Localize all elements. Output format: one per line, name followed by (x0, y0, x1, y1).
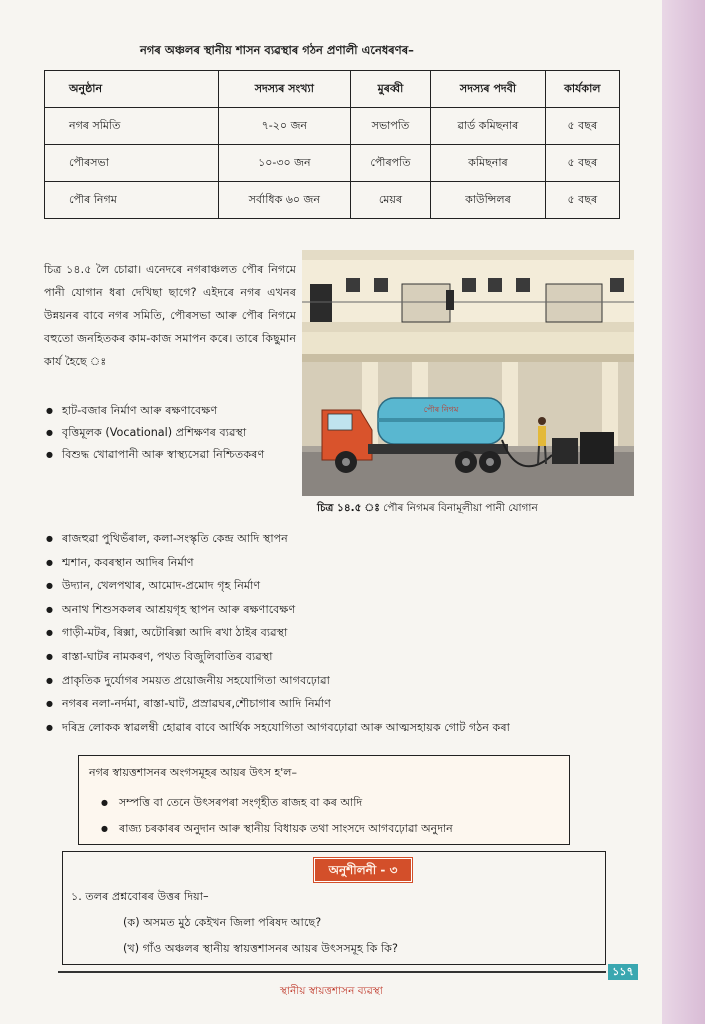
list-item: ● ৰাজ্য চৰকাৰৰ অনুদান আৰু স্থানীয় বিধায়ক তথা সাংসদে আগবঢ়োৱা অনুদান (101, 816, 453, 842)
table-cell: কমিছনাৰ (431, 145, 545, 182)
footer-title: স্থানীয় স্বায়ত্তশাসন ব্যৱস্থা (280, 985, 383, 997)
table-cell: পৌৰসভা (45, 145, 219, 182)
table-header-cell: সদস্যৰ সংখ্যা (219, 71, 351, 108)
intro-paragraph: চিত্ৰ ১৪.৫ লৈ চোৱা। এনেদৰে নগৰাঞ্চলত পৌৰ নিগমে পানী যোগান ধৰা দেখিছা ছাগে? এইদৰে নগৰ এখনৰ উন্নয়নৰ বাবে নগৰ সমিতি, পৌৰসভা আৰু পৌৰ নিগমে বহুতো জনহিতকৰ কাম-কাজ সমাপন কৰে। তাৰে কিছুমান কাৰ্য হৈছে ঃ (44, 263, 296, 368)
list-item: ● অনাথ শিশুসকলৰ আশ্ৰয়গৃহ স্থাপন আৰু ৰক্ষণাবেক্ষণ (44, 598, 654, 622)
footer-divider (58, 971, 606, 973)
list-item: ● ৰাজহুৱা পুথিভঁৰাল, কলা-সংস্কৃতি কেন্দ্ৰ আদি স্থাপন (44, 527, 654, 551)
caption-label: চিত্ৰ ১৪.৫ ঃ (317, 502, 380, 514)
figure-caption (317, 501, 538, 518)
water-tanker-illustration (302, 250, 634, 496)
table-title: নগৰ অঞ্চলৰ স্থানীয় শাসন ব্যৱস্থাৰ গঠন প্ৰণালী এনেধৰণৰ– (140, 43, 414, 57)
list-item: ● হাট-বজাৰ নিৰ্মাণ আৰু ৰক্ষণাবেক্ষণ (44, 400, 300, 422)
table-row (45, 145, 620, 182)
local-government-table (44, 70, 620, 219)
list-item: ● বৃত্তিমূলক (Vocational) প্ৰশিক্ষণৰ ব্যৱস্থা (44, 422, 300, 444)
list-item: ● ৰাস্তা-ঘাটৰ নামকৰণ, পথত বিজুলিবাতিৰ ব্যৱস্থা (44, 645, 654, 669)
table-cell: ৫ বছৰ (545, 108, 619, 145)
list-item: ● প্ৰাকৃতিক দুৰ্যোগৰ সময়ত প্ৰয়োজনীয় সহযোগিতা আগবঢ়োৱা (44, 669, 654, 693)
revenue-heading: নগৰ স্বায়ত্তশাসনৰ অংগসমূহৰ আয়ৰ উৎস হ'ল– (89, 766, 297, 779)
exercise-question: (খ) গাঁও অঞ্চলৰ স্থানীয় স্বায়ত্তশাসনৰ আয়ৰ উৎসসমূহ কি কি? (123, 942, 398, 955)
table-header-cell: সদস্যৰ পদবী (431, 71, 545, 108)
list-item: ● নগৰৰ নলা-নৰ্দমা, ৰাস্তা-ঘাট, প্ৰস্ৰাৱঘৰ,শৌচাগাৰ আদি নিৰ্মাণ (44, 692, 654, 716)
function-list-full (44, 527, 654, 739)
list-item: ● গাড়ী-মটৰ, ৰিক্সা, অটোৰিক্সা আদি ৰখা ঠাইৰ ব্যৱস্থা (44, 621, 654, 645)
table-cell: ১০-৩০ জন (219, 145, 351, 182)
table-cell: পৌৰপতি (350, 145, 431, 182)
table-cell: নগৰ সমিতি (45, 108, 219, 145)
list-item: ● শ্মশান, কবৰস্থান আদিৰ নিৰ্মাণ (44, 551, 654, 575)
table-row (45, 182, 620, 219)
table-cell: মেয়ৰ (350, 182, 431, 219)
table-cell: সৰ্বাধিক ৬০ জন (219, 182, 351, 219)
table-cell: সভাপতি (350, 108, 431, 145)
exercise-box (62, 851, 606, 965)
table-cell: পৌৰ নিগম (45, 182, 219, 219)
table-header-cell: মুৰব্বী (350, 71, 431, 108)
page-number: ১১৭ (608, 964, 638, 980)
table-cell: ৱাৰ্ড কমিছনাৰ (431, 108, 545, 145)
table-cell: কাউন্সিলৰ (431, 182, 545, 219)
list-item: ● উদ্যান, খেলপথাৰ, আমোদ-প্ৰমোদ গৃহ নিৰ্মাণ (44, 574, 654, 598)
exercise-badge: অনুশীলনী - ৩ (314, 858, 412, 882)
list-item: ● দৰিদ্ৰ লোকক স্বাৱলম্বী হোৱাৰ বাবে আৰ্থিক সহযোগিতা আগবঢ়োৱা আৰু আত্মসহায়ক গোট গঠন কৰা (44, 716, 654, 740)
table-cell: ৭-২০ জন (219, 108, 351, 145)
table-cell: ৫ বছৰ (545, 182, 619, 219)
function-list-left (44, 400, 300, 466)
caption-text: পৌৰ নিগমৰ বিনামূলীয়া পানী যোগান (383, 502, 538, 514)
exercise-instruction: ১. তলৰ প্ৰশ্নবোৰৰ উত্তৰ দিয়া– (71, 890, 209, 903)
table-cell: ৫ বছৰ (545, 145, 619, 182)
table-header-cell: কাৰ্যকাল (545, 71, 619, 108)
list-item: ● বিশুদ্ধ খোৱাপানী আৰু স্বাস্থ্যসেৱা নিশ্চিতকৰণ (44, 444, 300, 466)
table-header-cell: অনুষ্ঠান (45, 71, 219, 108)
tanker-label: পৌৰ নিগম (423, 405, 459, 414)
revenue-sources-box (78, 755, 570, 845)
table-row (45, 108, 620, 145)
table-header-row (45, 71, 620, 108)
page-edge (662, 0, 705, 1024)
list-item: ● সম্পত্তি বা তেনে উৎসৰপৰা সংগৃহীত ৰাজহ বা কৰ আদি (101, 790, 453, 816)
exercise-question: (ক) অসমত মুঠ কেইখন জিলা পৰিষদ আছে? (123, 916, 322, 929)
revenue-list (101, 790, 453, 842)
